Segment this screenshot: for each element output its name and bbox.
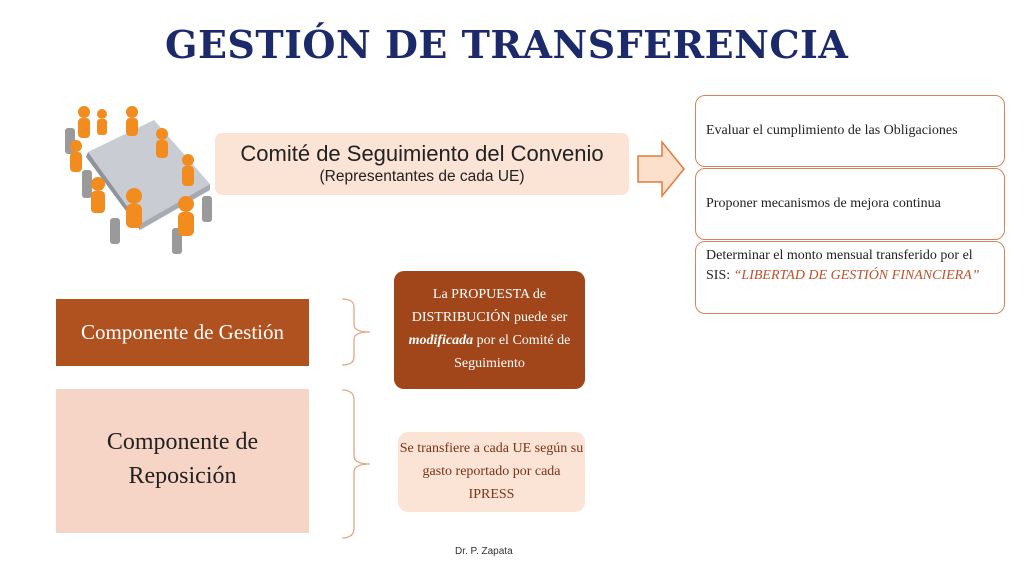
objective-text: Proponer mecanismos de mejora continua <box>706 196 941 211</box>
proposal-text: La PROPUESTA de DISTRIBUCIÓN puede ser <box>411 287 568 325</box>
footer-author: Dr. P. Zapata <box>455 546 513 557</box>
brace-icon <box>340 388 376 540</box>
committee-box <box>215 133 629 195</box>
objective-box-evaluate <box>695 95 1005 167</box>
objective-text: Determinar el monto mensual transferido por el SIS: <box>706 248 973 283</box>
proposal-box <box>394 271 585 389</box>
component-gestion-box <box>56 299 309 366</box>
proposal-emphasis: modificada <box>408 333 474 348</box>
objective-box-propose <box>695 168 1005 240</box>
objective-box-determine <box>695 241 1005 314</box>
objective-text: Evaluar el cumplimiento de las Obligaciones <box>706 123 958 138</box>
meeting-table-illustration-icon <box>62 100 222 258</box>
committee-title: Comité de Seguimiento del Convenio <box>240 141 604 166</box>
transfer-box <box>398 432 585 512</box>
component-reposicion-label-line2: Reposición <box>128 463 237 489</box>
transfer-text: Se transfiere a cada UE según su gasto reportado por cada IPRESS <box>399 441 584 502</box>
brace-icon <box>340 297 376 367</box>
component-reposicion-box <box>56 389 309 533</box>
committee-subtitle: (Representantes de cada UE) <box>319 168 525 185</box>
component-gestion-label: Componente de Gestión <box>81 320 284 344</box>
right-arrow-icon <box>636 140 686 198</box>
component-reposicion-label-line1: Componente de <box>106 429 259 455</box>
objective-quote: “LIBERTAD DE GESTIÓN FINANCIERA” <box>733 268 980 283</box>
proposal-text-end: por el Comité de Seguimiento <box>454 333 571 371</box>
page-title: GESTIÓN DE TRANSFERENCIA <box>165 22 849 67</box>
